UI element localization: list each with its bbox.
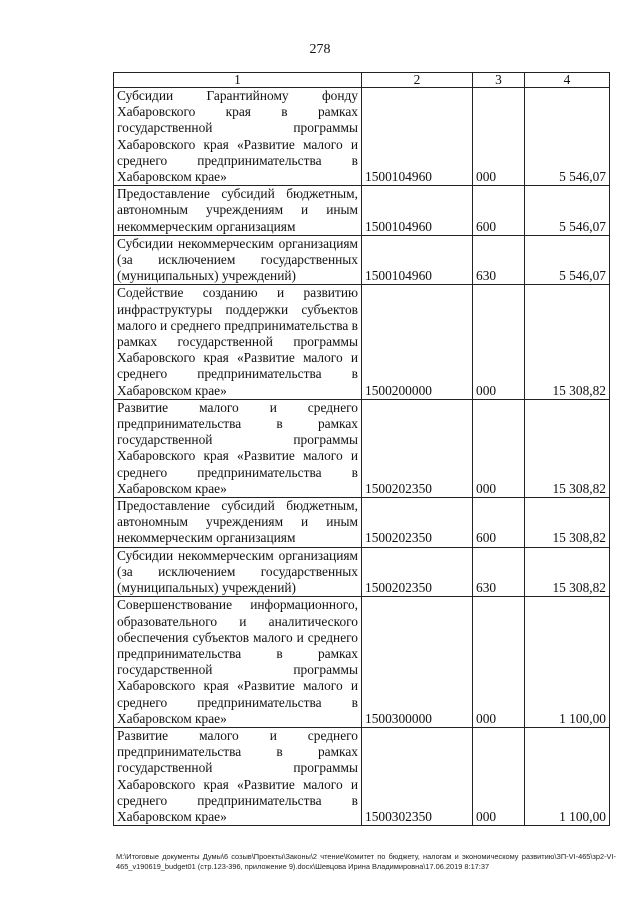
row-target-code: 1500200000 <box>362 285 473 399</box>
row-amount: 1 100,00 <box>525 597 610 728</box>
row-description: Совершенствование информационного, образовательного и аналитического обеспечения субъектов малого и среднего предпринимательства в рамках государственной программы Хабаровского края «Развитие малого и среднего предпринимательства в Хабаровском крае» <box>114 597 362 728</box>
row-expense-type: 000 <box>473 285 525 399</box>
row-amount: 1 100,00 <box>525 727 610 825</box>
table-row <box>114 186 610 236</box>
row-amount: 15 308,82 <box>525 399 610 497</box>
row-expense-type: 000 <box>473 88 525 186</box>
row-amount: 5 546,07 <box>525 186 610 236</box>
row-target-code: 1500202350 <box>362 498 473 548</box>
row-amount: 15 308,82 <box>525 285 610 399</box>
row-expense-type: 630 <box>473 547 525 597</box>
row-description: Субсидии Гарантийному фонду Хабаровского края в рамках государственной программы Хабаровского края «Развитие малого и среднего предпринимательства в Хабаровском крае» <box>114 88 362 186</box>
budget-table <box>113 72 610 826</box>
table-row <box>114 235 610 285</box>
table-row <box>114 399 610 497</box>
row-description: Развитие малого и среднего предпринимательства в рамках государственной программы Хабаровского края «Развитие малого и среднего предпринимательства в Хабаровском крае» <box>114 399 362 497</box>
row-description: Развитие малого и среднего предпринимательства в рамках государственной программы Хабаровского края «Развитие малого и среднего предпринимательства в Хабаровском крае» <box>114 727 362 825</box>
row-target-code: 1500202350 <box>362 399 473 497</box>
row-expense-type: 000 <box>473 597 525 728</box>
header-col-2: 2 <box>362 73 473 88</box>
row-description: Субсидии некоммерческим организациям (за исключением государственных (муниципальных) учреждений) <box>114 235 362 285</box>
row-description: Содействие созданию и развитию инфраструктуры поддержки субъектов малого и среднего предпринимательства в рамках государственной программы Хабаровского края «Развитие малого и среднего предпринимательства в Хабаровском крае» <box>114 285 362 399</box>
row-description: Субсидии некоммерческим организациям (за исключением государственных (муниципальных) учреждений) <box>114 547 362 597</box>
row-target-code: 1500104960 <box>362 88 473 186</box>
table-row <box>114 285 610 399</box>
row-target-code: 1500302350 <box>362 727 473 825</box>
row-target-code: 1500104960 <box>362 235 473 285</box>
row-target-code: 1500202350 <box>362 547 473 597</box>
table-row <box>114 547 610 597</box>
row-expense-type: 630 <box>473 235 525 285</box>
row-amount: 5 546,07 <box>525 88 610 186</box>
row-expense-type: 600 <box>473 186 525 236</box>
row-amount: 15 308,82 <box>525 547 610 597</box>
row-expense-type: 000 <box>473 727 525 825</box>
header-col-4: 4 <box>525 73 610 88</box>
row-target-code: 1500104960 <box>362 186 473 236</box>
row-description: Предоставление субсидий бюджетным, автономным учреждениям и иным некоммерческим организациям <box>114 498 362 548</box>
header-col-1: 1 <box>114 73 362 88</box>
row-description: Предоставление субсидий бюджетным, автономным учреждениям и иным некоммерческим организациям <box>114 186 362 236</box>
page-number: 278 <box>309 42 331 57</box>
row-amount: 15 308,82 <box>525 498 610 548</box>
row-amount: 5 546,07 <box>525 235 610 285</box>
table-row <box>114 88 610 186</box>
row-expense-type: 000 <box>473 399 525 497</box>
table-row <box>114 597 610 728</box>
document-path-footer: M:\Итоговые документы Думы\6 созыв\Проекты\Законы\2 чтение\Комитет по бюджету, налогам и экономическому развитию\ЗП-VI-465\зр2-VI-465_v190619_budget01 (стр.123-396, приложение 9).docx\Шевцова Ирина Владимировна\17.06.2019 8:17:37 <box>116 852 616 871</box>
table-header-row <box>114 73 610 88</box>
table-row <box>114 727 610 825</box>
header-col-3: 3 <box>473 73 525 88</box>
row-expense-type: 600 <box>473 498 525 548</box>
row-target-code: 1500300000 <box>362 597 473 728</box>
table-row <box>114 498 610 548</box>
